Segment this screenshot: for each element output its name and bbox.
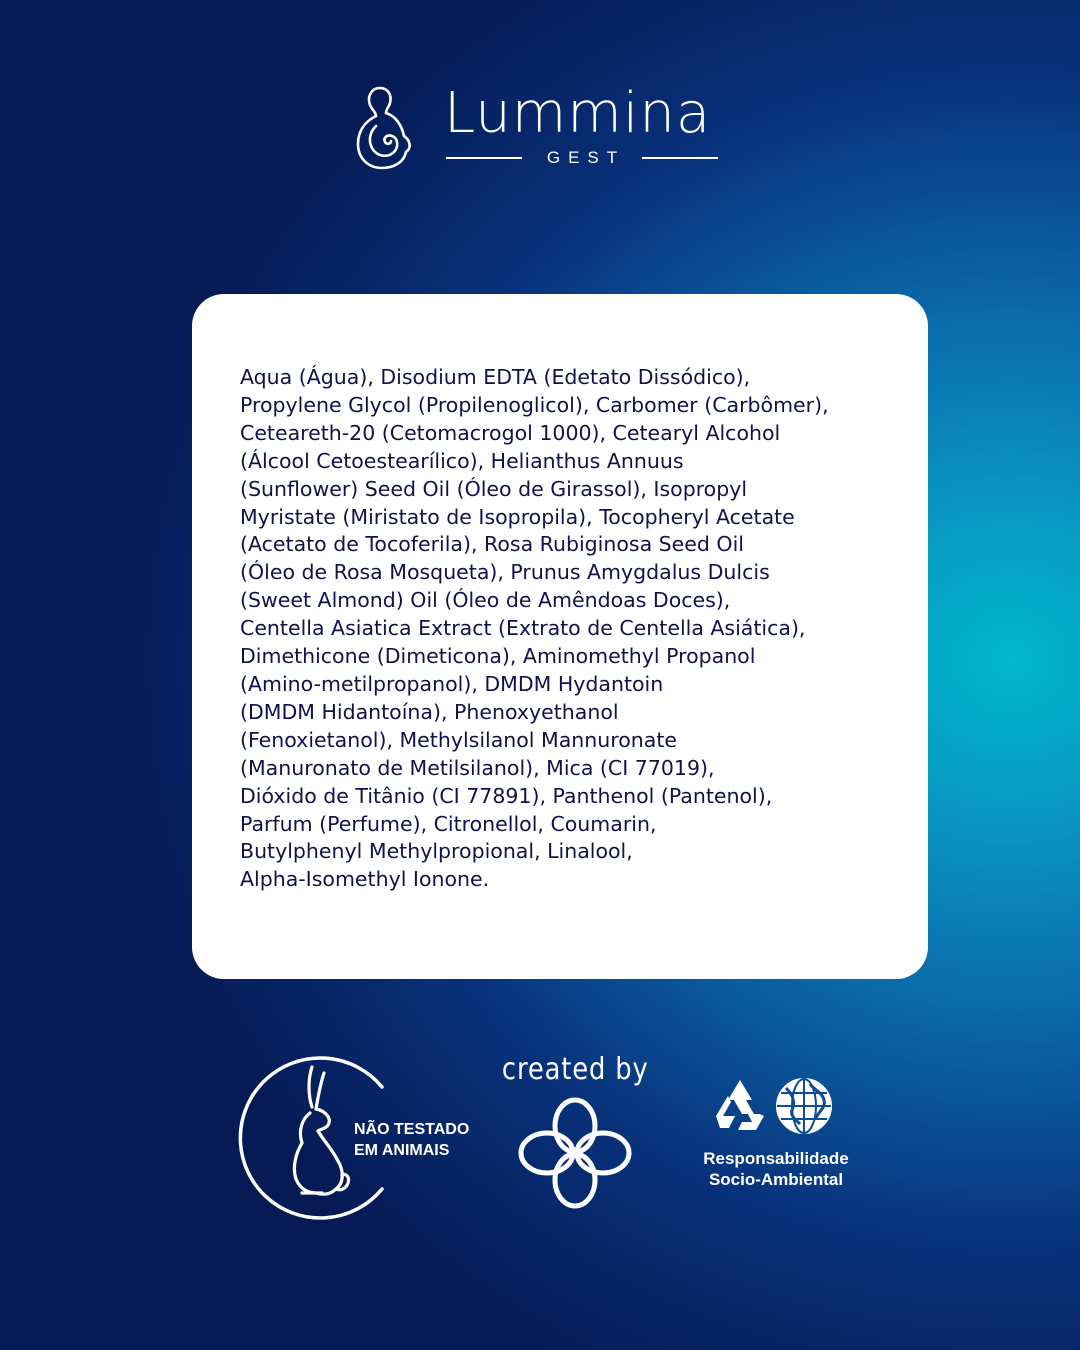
cruelty-free-label	[354, 1119, 469, 1161]
cruelty-free-badge	[232, 1055, 492, 1221]
divider	[446, 157, 522, 159]
cruelty-free-line2: EM ANIMAIS	[354, 1142, 450, 1159]
eco-responsibility-badge	[676, 1072, 876, 1202]
eco-icons	[712, 1076, 842, 1138]
eco-line2: Socio-Ambiental	[708, 1170, 844, 1189]
pregnant-woman-icon	[350, 82, 416, 174]
brand-name: Lummina	[444, 81, 712, 146]
ingredients-card	[192, 294, 928, 979]
brand-logo	[350, 78, 730, 178]
brand-subtitle-row	[446, 146, 718, 170]
brand-subtitle: GEST	[546, 148, 626, 167]
created-by-label: created by	[501, 1052, 649, 1087]
globe-icon	[777, 1079, 831, 1133]
eco-responsibility-label	[676, 1148, 876, 1190]
four-petal-knot-icon	[517, 1096, 633, 1210]
cruelty-free-line1: NÃO TESTADO	[354, 1121, 470, 1138]
created-by-badge	[490, 1052, 660, 1212]
ingredients-list: Aqua (Água), Disodium EDTA (Edetato Dissódico), Propylene Glycol (Propilenoglicol), Carbomer (Carbômer), Ceteareth-20 (Cetomacrogol 1000), Cetearyl Alcohol (Álcool Cetoestearílico), Helianthus Annuus (Sunflower) Seed Oil (Óleo de Girassol), Isopropyl Myristate (Miristato de Isopropila), Tocopheryl Acetate (Acetato de Tocoferila), Rosa Rubiginosa Seed Oil (Óleo de Rosa Mosqueta), Prunus Amygdalus Dulcis (Sweet Almond) Oil (Óleo de Amêndoas Doces), Centella Asiatica Extract (Extrato de Centella Asiática), Dimethicone (Dimeticona), Aminomethyl Propanol (Amino-metilpropanol), DMDM Hydantoin (DMDM Hidantoína), Phenoxyethanol (Fenoxietanol), Methylsilanol Mannuronate (Manuronato de Metilsilanol), Mica (CI 77019), Dióxido de Titânio (CI 77891), Panthenol (Pantenol), Parfum (Perfume), Citronellol, Coumarin, Butylphenyl Methylpropional, Linalool, Alpha-Isomethyl Ionone.	[240, 365, 829, 892]
divider	[642, 157, 718, 159]
recycle-icon	[716, 1080, 764, 1130]
rabbit-icon	[294, 1067, 348, 1194]
eco-line1: Responsabilidade	[703, 1149, 849, 1168]
